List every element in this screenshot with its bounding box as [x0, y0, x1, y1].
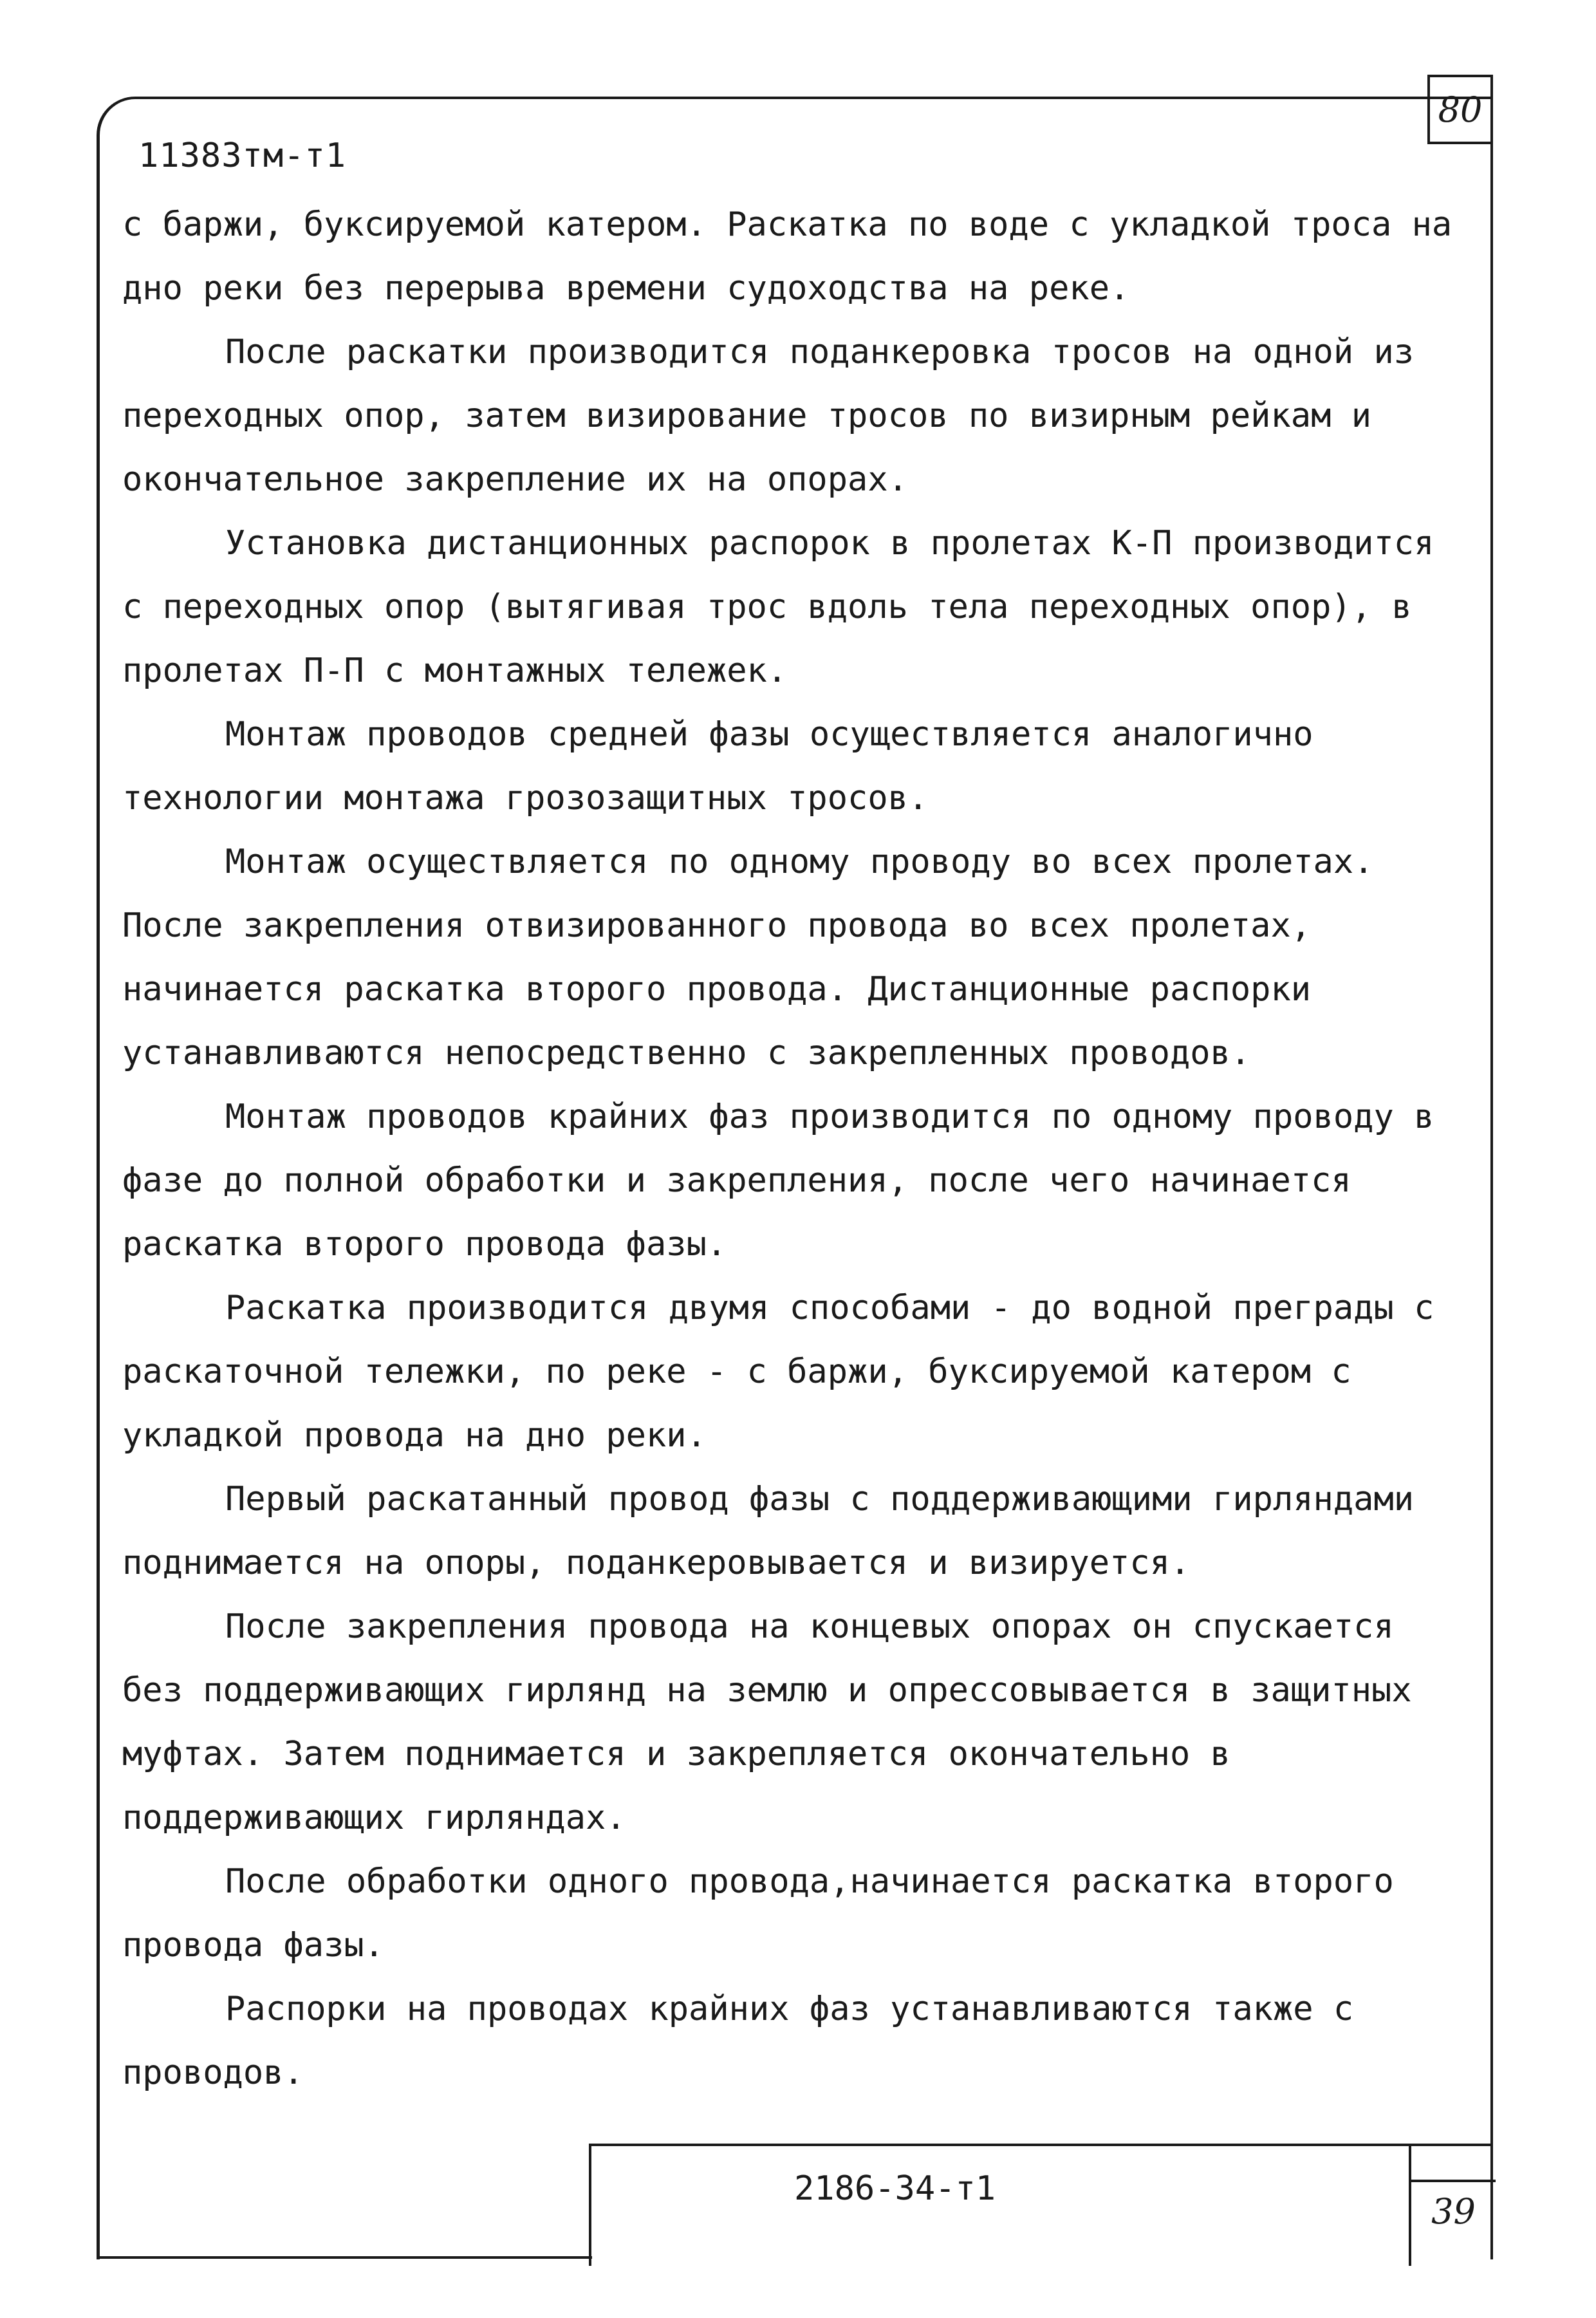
paragraph: Монтаж проводов средней фазы осуществляется аналогично технологии монтажа грозозащитных тросов.	[122, 715, 1313, 818]
frame-bottom-line	[97, 2256, 592, 2259]
paragraph: Распорки на проводах крайних фаз устанавливаются также с проводов.	[122, 1990, 1354, 2092]
paragraph: Установка дистанционных распорок в пролетах К-П производится с переходных опор (вытягивая трос вдоль тела переходных опор), в пролетах П-П с монтажных тележек.	[122, 524, 1434, 690]
sheet-number: 80	[1438, 89, 1483, 130]
paragraph: Монтаж осуществляется по одному проводу во всех пролетах. После закрепления отвизированного провода во всех пролетах, начинается раскатка второго провода. Дистанционные распорки устанавливаются непосредственно с закрепленных проводов.	[122, 843, 1374, 1072]
page-number-cell	[1409, 2146, 1496, 2266]
document-code: 11383тм-т1	[138, 136, 347, 175]
paragraph: После закрепления провода на концевых опорах он спускается без поддерживающих гирлянд на землю и опрессовывается в защитных муфтах. Затем поднимается и закрепляется окончательно в поддерживающих гирляндах.	[122, 1607, 1412, 1837]
paragraph: Раскатка производится двумя способами - до водной преграды с раскаточной тележки, по реке - с баржи, буксируемой катером с укладкой провода на дно реки.	[122, 1289, 1434, 1455]
paragraph: После обработки одного провода,начинается раскатка второго провода фазы.	[122, 1862, 1394, 1965]
paragraph: Первый раскатанный провод фазы с поддерживающими гирляндами поднимается на опоры, поданкеровывается и визируется.	[122, 1480, 1415, 1582]
paragraph: Монтаж проводов крайних фаз производится по одному проводу в фазе до полной обработки и закрепления, после чего начинается раскатка второго провода фазы.	[122, 1098, 1434, 1264]
page-number: 39	[1431, 2191, 1476, 2232]
sheet-number-box	[1427, 75, 1493, 144]
paragraph: с баржи, буксируемой катером. Раскатка по воде с укладкой троса на дно реки без перерыва времени судоходства на реке.	[122, 205, 1452, 308]
title-block-code: 2186-34-т1	[794, 2169, 996, 2208]
paragraph: После раскатки производится поданкеровка тросов на одной из переходных опор, затем визирование тросов по визирным рейкам и окончательное закрепление их на опорах.	[122, 333, 1415, 499]
body-text	[122, 193, 1461, 2105]
page-number-cell-divider	[1411, 2146, 1496, 2182]
title-block	[589, 2144, 1493, 2266]
